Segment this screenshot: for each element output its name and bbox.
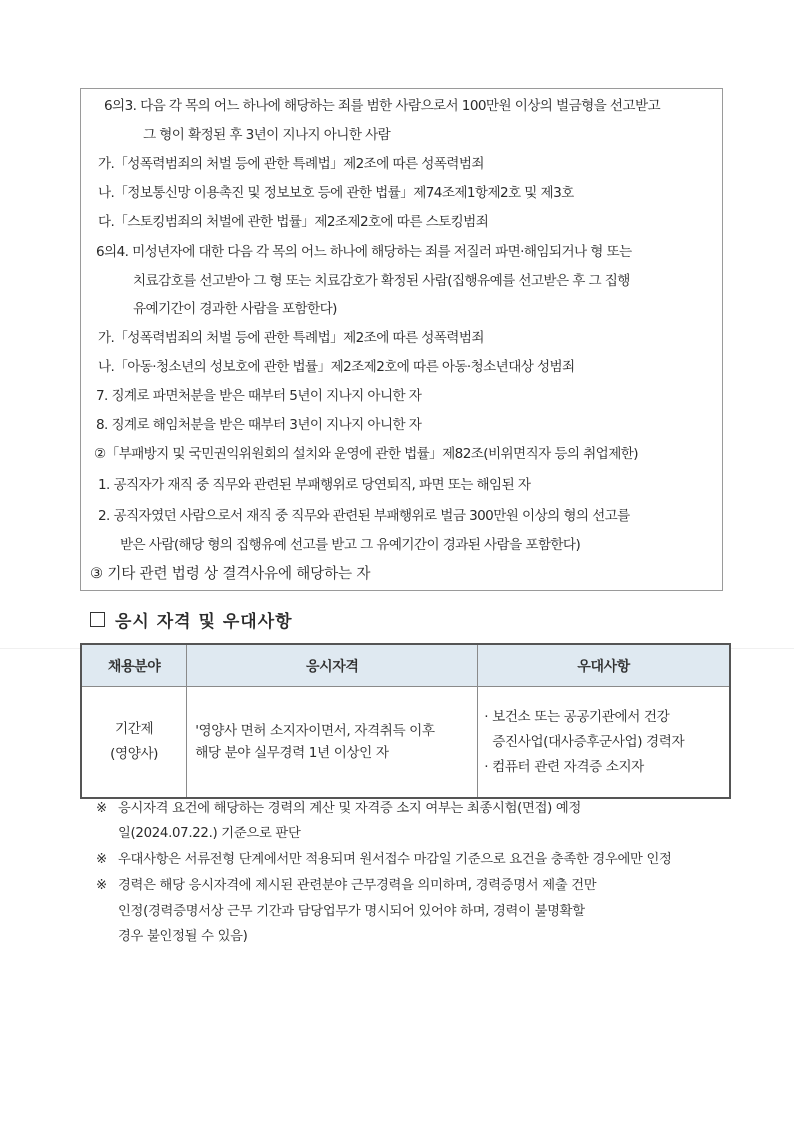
item-7: 7. 징계로 파면처분을 받은 때부터 5년이 지나지 아니한 자: [96, 388, 422, 404]
checkbox-square-icon: [90, 612, 105, 627]
reference-mark-icon: ※: [96, 852, 107, 867]
qualification-line-1: '영양사 면허 소지자이면서, 자격취득 이후: [195, 723, 435, 739]
cell-qualification: [187, 687, 478, 799]
note-3-line-1: 경력은 해당 응시자격에 제시된 관련분야 근무경력을 의미하며, 경력증명서 제출 건만: [118, 878, 597, 893]
clause-2-heading: ②「부패방지 및 국민권익위원회의 설치와 운영에 관한 법률」제82조(비위면직자 등의 취업제한): [94, 446, 638, 462]
header-qualification: 응시자격: [187, 644, 478, 687]
cell-preference: [478, 687, 730, 799]
preference-line-1: · 보건소 또는 공공기관에서 건강: [484, 708, 670, 725]
header-preference: 우대사항: [478, 644, 730, 687]
item-6-3-continued: 그 형이 확정된 후 3년이 지나지 아니한 사람: [143, 127, 391, 143]
item-6-4-continued-1: 치료감호를 선고받아 그 형 또는 치료감호가 확정된 사람(집행유예를 선고받은 후 그 집행: [133, 273, 630, 289]
field-line-2: (영양사): [110, 746, 159, 762]
note-1-line-2: 일(2024.07.22.) 기준으로 판단: [118, 826, 301, 841]
note-3-line-3: 경우 불인정될 수 있음): [118, 929, 248, 944]
note-2: [96, 851, 672, 869]
note-3-line-2: 인정(경력증명서상 근무 기간과 담당업무가 명시되어 있어야 하며, 경력이 불명확할: [118, 904, 585, 919]
section-title-text: 응시 자격 및 우대사항: [115, 612, 293, 632]
preference-line-2: 증진사업(대사증후군사업) 경력자: [492, 733, 685, 750]
section-title: [90, 607, 293, 632]
reference-mark-icon: ※: [96, 801, 107, 816]
item-6-3-na: 나.「정보통신망 이용촉진 및 정보보호 등에 관한 법률」제74조제1항제2호 및 제3호: [98, 185, 574, 201]
note-1-line-1: 응시자격 요건에 해당하는 경력의 계산 및 자격증 소지 여부는 최종시험(면접) 예정: [118, 801, 582, 816]
item-6-4-ga: 가.「성폭력범죄의 처벌 등에 관한 특례법」제2조에 따른 성폭력범죄: [98, 330, 484, 346]
item-6-3: 6의3. 다음 각 목의 어느 하나에 해당하는 죄를 범한 사람으로서 100만원 이상의 벌금형을 선고받고: [104, 98, 661, 114]
table-header-row: [81, 644, 730, 687]
note-3: [96, 877, 596, 895]
qualification-table: [80, 643, 731, 799]
cell-field: [81, 687, 187, 799]
field-line-1: 기간제: [114, 721, 154, 737]
clause-2-item-2: 2. 공직자였던 사람으로서 재직 중 직무와 관련된 부패행위로 벌금 300만원 이상의 형의 선고를: [98, 508, 630, 524]
item-6-3-ga: 가.「성폭력범죄의 처벌 등에 관한 특례법」제2조에 따른 성폭력범죄: [98, 156, 484, 172]
note-1: [96, 800, 581, 818]
qualification-line-2: 해당 분야 실무경력 1년 이상인 자: [195, 745, 389, 761]
item-6-4-na: 나.「아동·청소년의 성보호에 관한 법률」제2조제2호에 따른 아동·청소년대상 성범죄: [98, 359, 575, 375]
reference-mark-icon: ※: [96, 878, 107, 893]
item-6-4: 6의4. 미성년자에 대한 다음 각 목의 어느 하나에 해당하는 죄를 저질러 파면·해임되거나 형 또는: [96, 244, 632, 260]
item-8: 8. 징계로 해임처분을 받은 때부터 3년이 지나지 아니한 자: [96, 417, 422, 433]
clause-2-item-2-continued: 받은 사람(해당 형의 집행유예 선고를 받고 그 유예기간이 경과된 사람을 포함한다): [120, 537, 581, 553]
item-6-4-continued-2: 유예기간이 경과한 사람을 포함한다): [133, 301, 337, 317]
header-field: 채용분야: [81, 644, 187, 687]
clause-2-item-1: 1. 공직자가 재직 중 직무와 관련된 부패행위로 당연퇴직, 파면 또는 해임된 자: [98, 477, 531, 493]
table-row: [81, 687, 730, 799]
note-2-line-1: 우대사항은 서류전형 단계에서만 적용되며 원서접수 마감일 기준으로 요건을 충족한 경우에만 인정: [118, 852, 672, 867]
item-6-3-da: 다.「스토킹범죄의 처벌에 관한 법률」제2조제2호에 따른 스토킹범죄: [98, 214, 489, 230]
clause-3: ③ 기타 관련 법령 상 결격사유에 해당하는 자: [90, 565, 371, 582]
preference-line-3: · 컴퓨터 관련 자격증 소지자: [484, 758, 644, 775]
